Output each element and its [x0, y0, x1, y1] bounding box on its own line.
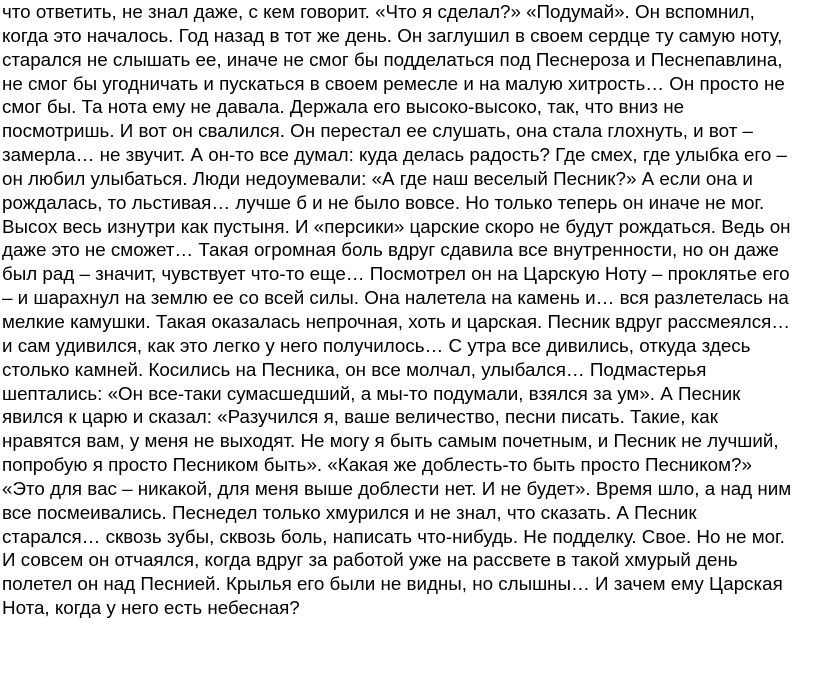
text-line: он любил улыбаться. Люди недоумевали: «А где наш веселый Песник?» А если она и — [2, 167, 753, 189]
text-line: что ответить, не знал даже, с кем говорит. «Что я сделал?» «Подумай». Он вспомнил, — [2, 1, 755, 22]
text-line: Высох весь изнутри как пустыня. И «персики» царские скоро не будут рождаться. Ведь он — [2, 215, 791, 237]
text-line: был рад – значит, чувствует что-то еще… Посмотрел он на Царскую Ноту – проклятье его — [2, 263, 790, 285]
text-line: не смог бы угодничать и пускаться в своем ремесле и на малую хитрость… Он просто не — [2, 72, 785, 94]
text-line: смог бы. Та нота ему не давала. Держала его высоко-высоко, так, что вниз не — [2, 96, 685, 118]
text-line: когда это началось. Год назад в тот же день. Он заглушил в своем сердце ту самую ноту, — [2, 24, 783, 46]
text-line: и сам удивился, как это легко у него получилось… С утра все дивились, откуда здесь — [2, 334, 751, 356]
text-line: шептались: «Он все-таки сумасшедший, а мы-то подумали, взялся за ум». А Песник — [2, 382, 741, 404]
text-line: старался… сквозь зубы, сквозь боль, написать что-нибудь. Не подделку. Свое. Но не мог. — [2, 525, 785, 547]
text-line: нравятся вам, у меня не выходят. Не могу я быть самым почетным, и Песник не лучший, — [2, 430, 779, 452]
text-line: попробую я просто Песником быть». «Какая же доблесть-то быть просто Песником?» — [2, 454, 752, 476]
text-line: мелкие камушки. Такая оказалась непрочная, хоть и царская. Песник вдруг рассмеялся… — [2, 310, 791, 332]
text-line: «Это для вас – никакой, для меня выше доблести нет. И не будет». Время шло, а над ним — [2, 477, 792, 499]
text-body — [2, 0, 814, 620]
text-line: рождалась, то льстивая… лучше б и не было вовсе. Но только теперь он иначе не мог. — [2, 191, 765, 213]
text-line: И совсем он отчаялся, когда вдруг за работой уже на рассвете в такой хмурый день — [2, 549, 738, 571]
text-line: – и шарахнул на землю ее со всей силы. Она налетела на камень и… вся разлетелась на — [2, 287, 789, 309]
text-line: посмотришь. И вот он свалился. Он перестал ее слушать, она стала глохнуть, и вот – — [2, 120, 753, 142]
text-line: замерла… не звучит. А он-то все думал: куда делась радость? Где смех, где улыбка его – — [2, 144, 787, 166]
text-line: Нота, когда у него есть небесная? — [2, 597, 300, 619]
text-line: полетел он над Песнией. Крылья его были не видны, но слышны… И зачем ему Царская — [2, 573, 783, 595]
text-line: даже это не сможет… Такая огромная боль вдруг сдавила все внутренности, но он даже — [2, 239, 779, 261]
text-line: явился к царю и сказал: «Разучился я, ваше величество, песни писать. Такие, как — [2, 406, 718, 428]
text-line: столько камней. Косились на Песника, он все молчал, улыбался… Подмастерья — [2, 358, 707, 380]
text-line: старался не слышать ее, иначе не смог бы подделаться под Песнероза и Песнепавлина, — [2, 48, 783, 70]
text-line: все посмеивались. Песнедел только хмурился и не знал, что сказать. А Песник — [2, 501, 697, 523]
